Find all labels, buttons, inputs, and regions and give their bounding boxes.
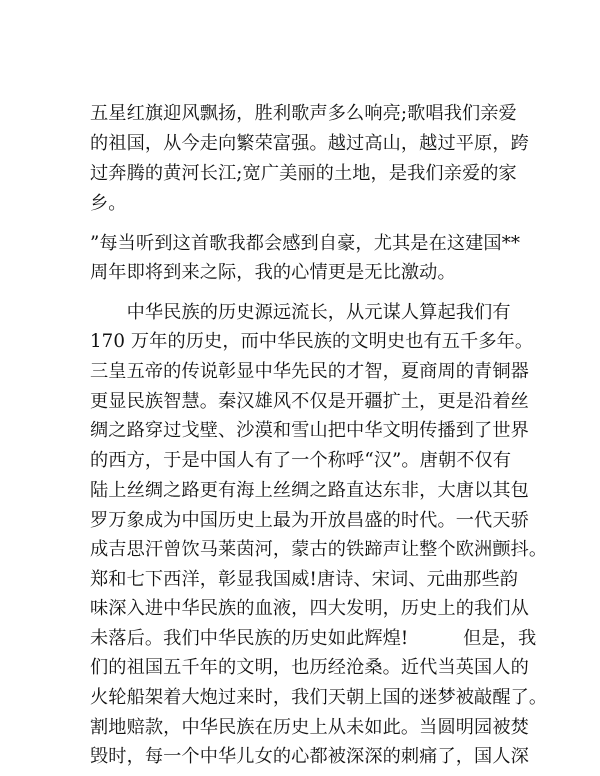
reflection-line: ”每当听到这首歌我都会感到自豪，尤其是在这建国** [90,233,521,254]
stanza-line: 过奔腾的黄河长江;宽广美丽的土地，是我们亲爱的家 [90,163,517,184]
history-line: 的西方，于是中国人有了一个称呼“汉”。唐朝不仅有 [90,450,512,471]
history-line: 中华民族的历史源远流长，从元谋人算起我们有 [90,302,511,323]
stanza-line: 乡。 [90,193,127,214]
history-line: 郑和七下西洋，彰显我国威!唐诗、宋词、元曲那些韵 [90,569,519,590]
stanza-line: 的祖国，从今走向繁荣富强。越过高山，越过平原，跨 [90,133,529,154]
history-line: 割地赔款，中华民族在历史上从未如此。当圆明园被焚 [90,717,529,738]
reflection-line: 周年即将到来之际，我的心情更是无比激动。 [90,262,456,283]
history-line: 味深入进中华民族的血液，四大发明，历史上的我们从 [90,598,529,619]
history-line: 火轮船架着大炮过来时，我们天朝上国的迷梦被敲醒了。 [90,687,548,708]
history-line: 成吉思汗曾饮马莱茵河，蒙古的铁蹄声让整个欧洲颤抖。 [90,539,548,560]
history-line: 170 万年的历史，而中华民族的文明史也有五千多年。 [90,331,534,352]
history-line: 罗万象成为中国历史上最为开放昌盛的时代。一代天骄 [90,510,529,531]
history-line: 们的祖国五千年的文明，也历经沧桑。近代当英国人的 [90,657,529,678]
stanza-line: 五星红旗迎风飘扬，胜利歌声多么响亮;歌唱我们亲爱 [90,103,517,124]
history-line: 绸之路穿过戈壁、沙漠和雪山把中华文明传播到了世界 [90,420,529,441]
history-line: 更显民族智慧。秦汉雄风不仅是开疆扩土，更是沿着丝 [90,391,529,412]
history-line: 三皇五帝的传说彰显中华先民的才智，夏商周的青铜器 [90,361,529,382]
history-line: 毁时，每一个中华儿女的心都被深深的刺痛了，国人深 [90,746,529,767]
history-line: 未落后。我们中华民族的历史如此辉煌! 但是，我 [90,628,537,649]
history-line: 陆上丝绸之路更有海上丝绸之路直达东非，大唐以其包 [90,480,529,501]
